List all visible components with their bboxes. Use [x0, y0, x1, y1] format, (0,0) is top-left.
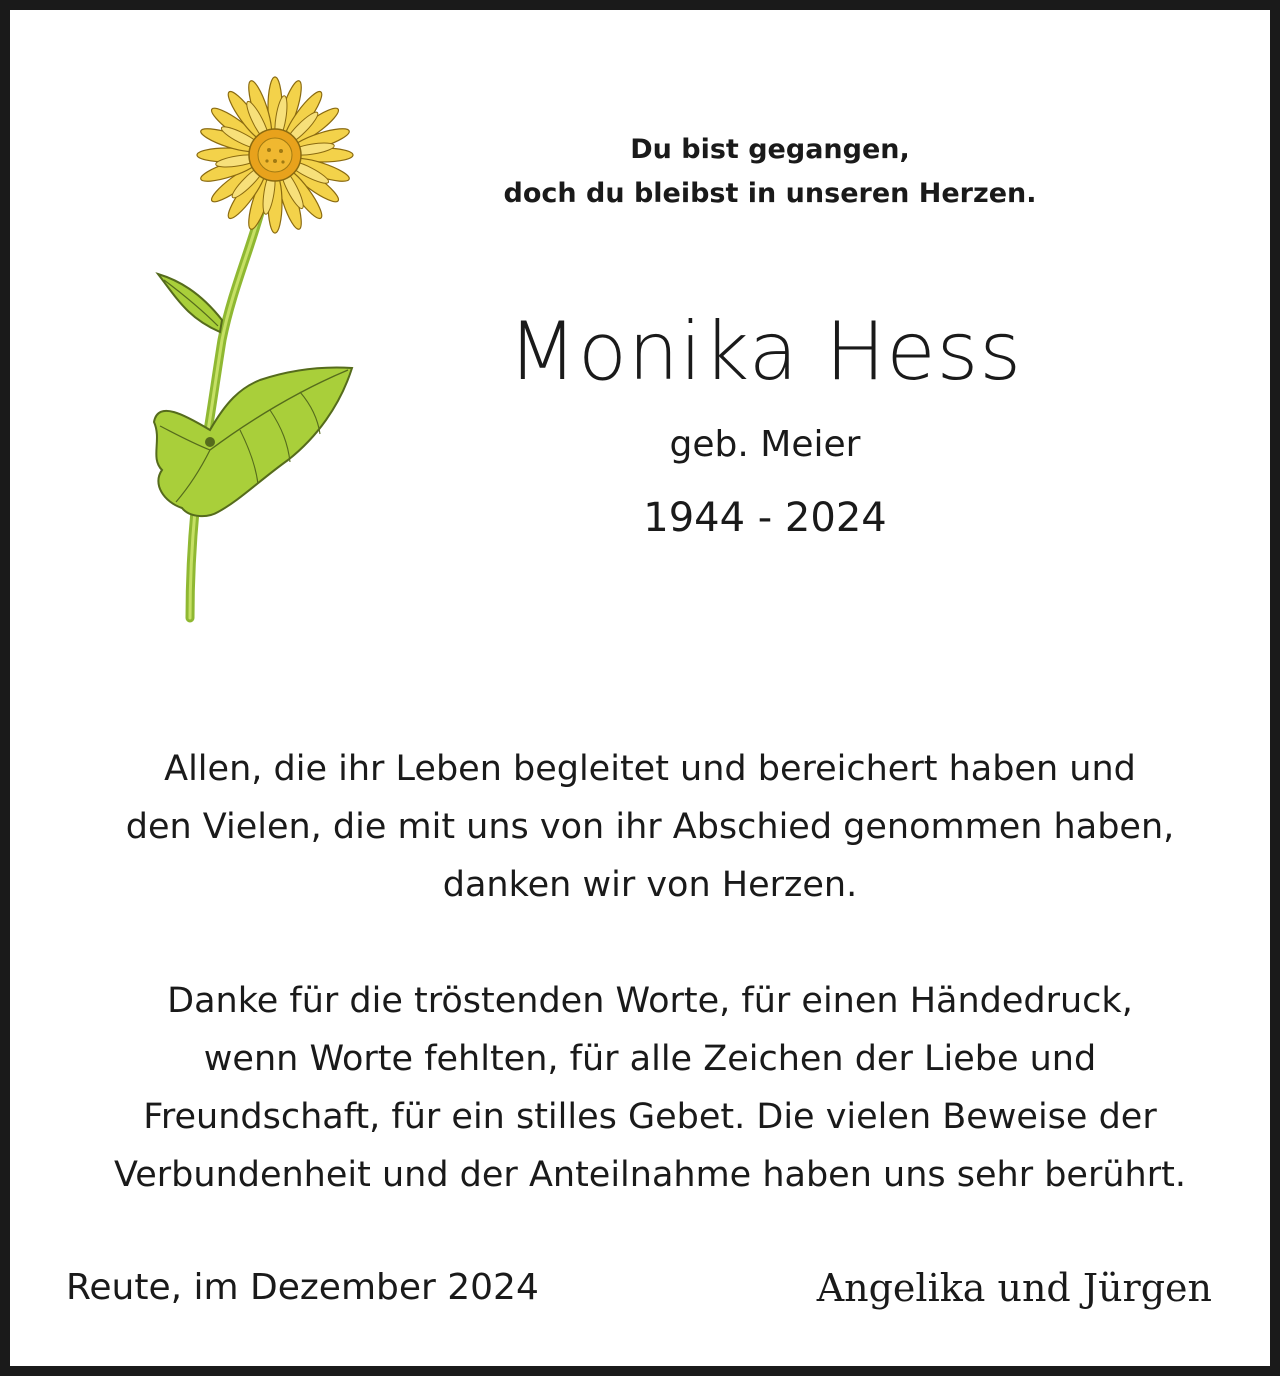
- motto-line-2: doch du bleibst in unseren Herzen.: [503, 178, 1037, 209]
- motto-line-1: Du bist gegangen,: [630, 134, 910, 165]
- birth-name: geb. Meier: [669, 424, 861, 465]
- place-date: Reute, im Dezember 2024: [66, 1267, 539, 1308]
- thanks-line: Allen, die ihr Leben begleitet und bereichert haben und: [164, 749, 1136, 789]
- thanks-line: den Vielen, die mit uns von ihr Abschied genommen haben,: [125, 807, 1175, 847]
- deceased-name: Monika Hess: [507, 305, 1022, 398]
- thanks-paragraph-1: [50, 740, 1250, 914]
- thanks-line: wenn Worte fehlten, für alle Zeichen der Liebe und: [203, 1039, 1097, 1079]
- thanks-line: danken wir von Herzen.: [442, 865, 858, 905]
- thanks-line: Freundschaft, für ein stilles Gebet. Die vielen Beweise der: [143, 1097, 1157, 1137]
- thanks-line: Danke für die tröstenden Worte, für einen Händedruck,: [167, 981, 1133, 1021]
- thanks-paragraph-2: [50, 972, 1250, 1204]
- signers: Angelika und Jürgen: [816, 1266, 1212, 1310]
- motto-verse: [430, 128, 1110, 216]
- life-years: 1944 - 2024: [643, 495, 887, 541]
- flower-icon: [140, 70, 380, 630]
- thanks-line: Verbundenheit und der Anteilnahme haben uns sehr berührt.: [114, 1155, 1186, 1195]
